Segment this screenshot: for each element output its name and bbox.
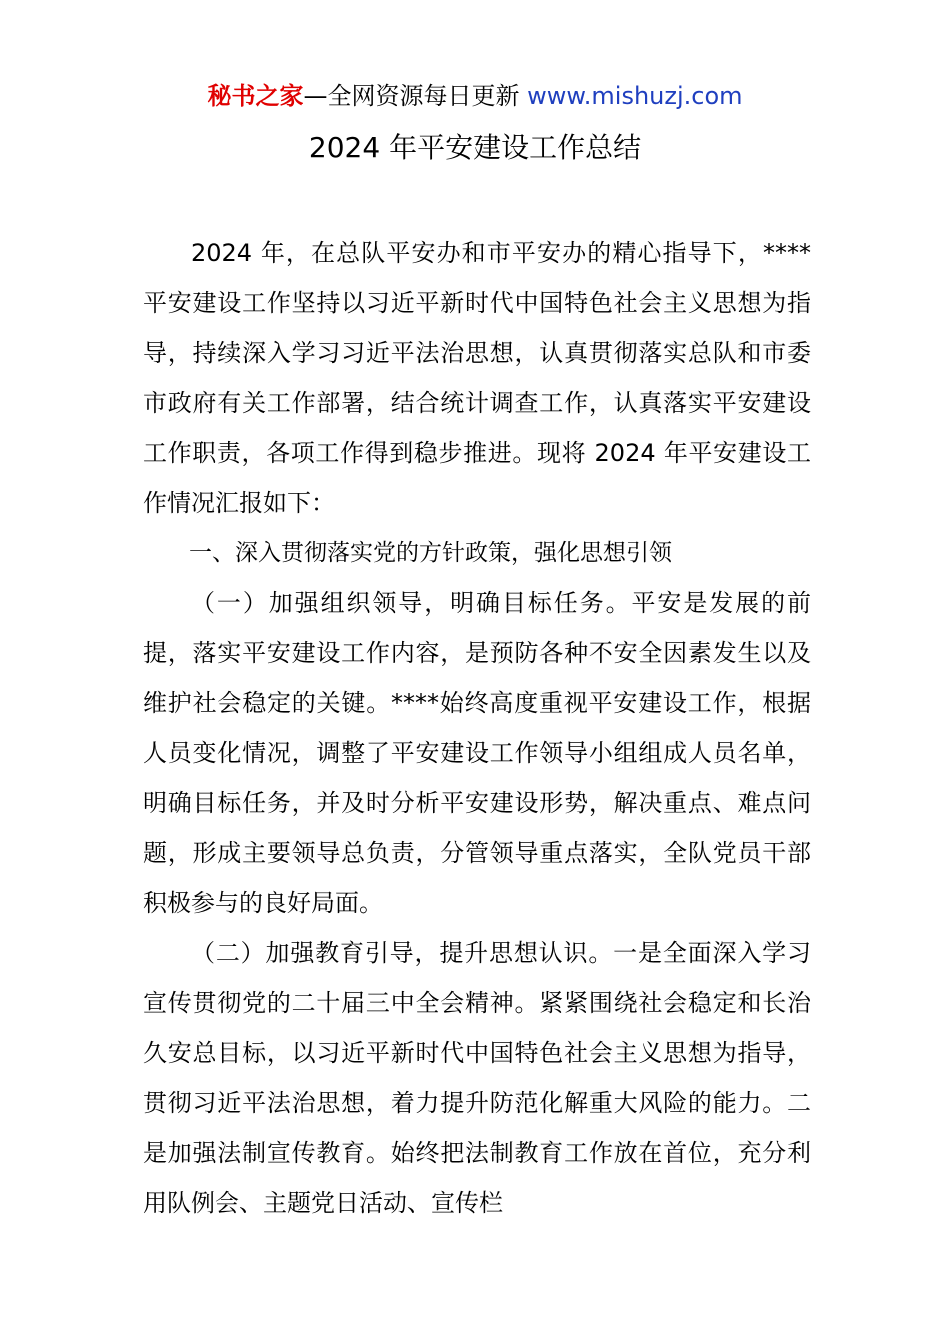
site-header bbox=[0, 80, 950, 112]
site-url-link[interactable]: www.mishuzj.com bbox=[527, 82, 743, 110]
section-heading-1: 一、深入贯彻落实党的方针政策，强化思想引领 bbox=[189, 540, 672, 566]
site-brand: 秘书之家 bbox=[207, 82, 304, 110]
paragraph-education: （二）加强教育引导，提升思想认识。一是全面深入学习宣传贯彻党的二十届三中全会精神。紧紧围绕社会稳定和长治久安总目标，以习近平新时代中国特色社会主义思想为指导，贯彻习近平法治思想，着力提升防范化解重大风险的能力。二是加强法制宣传教育。始终把法制教育工作放在首位，充分利用队例会、主题党日活动、宣传栏 bbox=[143, 939, 811, 1217]
paragraph-intro: 2024 年，在总队平安办和市平安办的精心指导下，****平安建设工作坚持以习近平新时代中国特色社会主义思想为指导，持续深入学习习近平法治思想，认真贯彻落实总队和市委市政府有关工作部署，结合统计调查工作，认真落实平安建设工作职责，各项工作得到稳步推进。现将 2024 年平安建设工作情况汇报如下： bbox=[143, 239, 811, 517]
site-tagline: —全网资源每日更新 bbox=[303, 82, 528, 110]
document-title: 2024 年平安建设工作总结 bbox=[308, 131, 642, 164]
document-body bbox=[143, 228, 811, 1228]
paragraph-organization: （一）加强组织领导，明确目标任务。平安是发展的前提，落实平安建设工作内容，是预防各种不安全因素发生以及维护社会稳定的关键。****始终高度重视平安建设工作，根据人员变化情况，调整了平安建设工作领导小组组成人员名单，明确目标任务，并及时分析平安建设形势，解决重点、难点问题，形成主要领导总负责，分管领导重点落实，全队党员干部积极参与的良好局面。 bbox=[143, 589, 811, 917]
